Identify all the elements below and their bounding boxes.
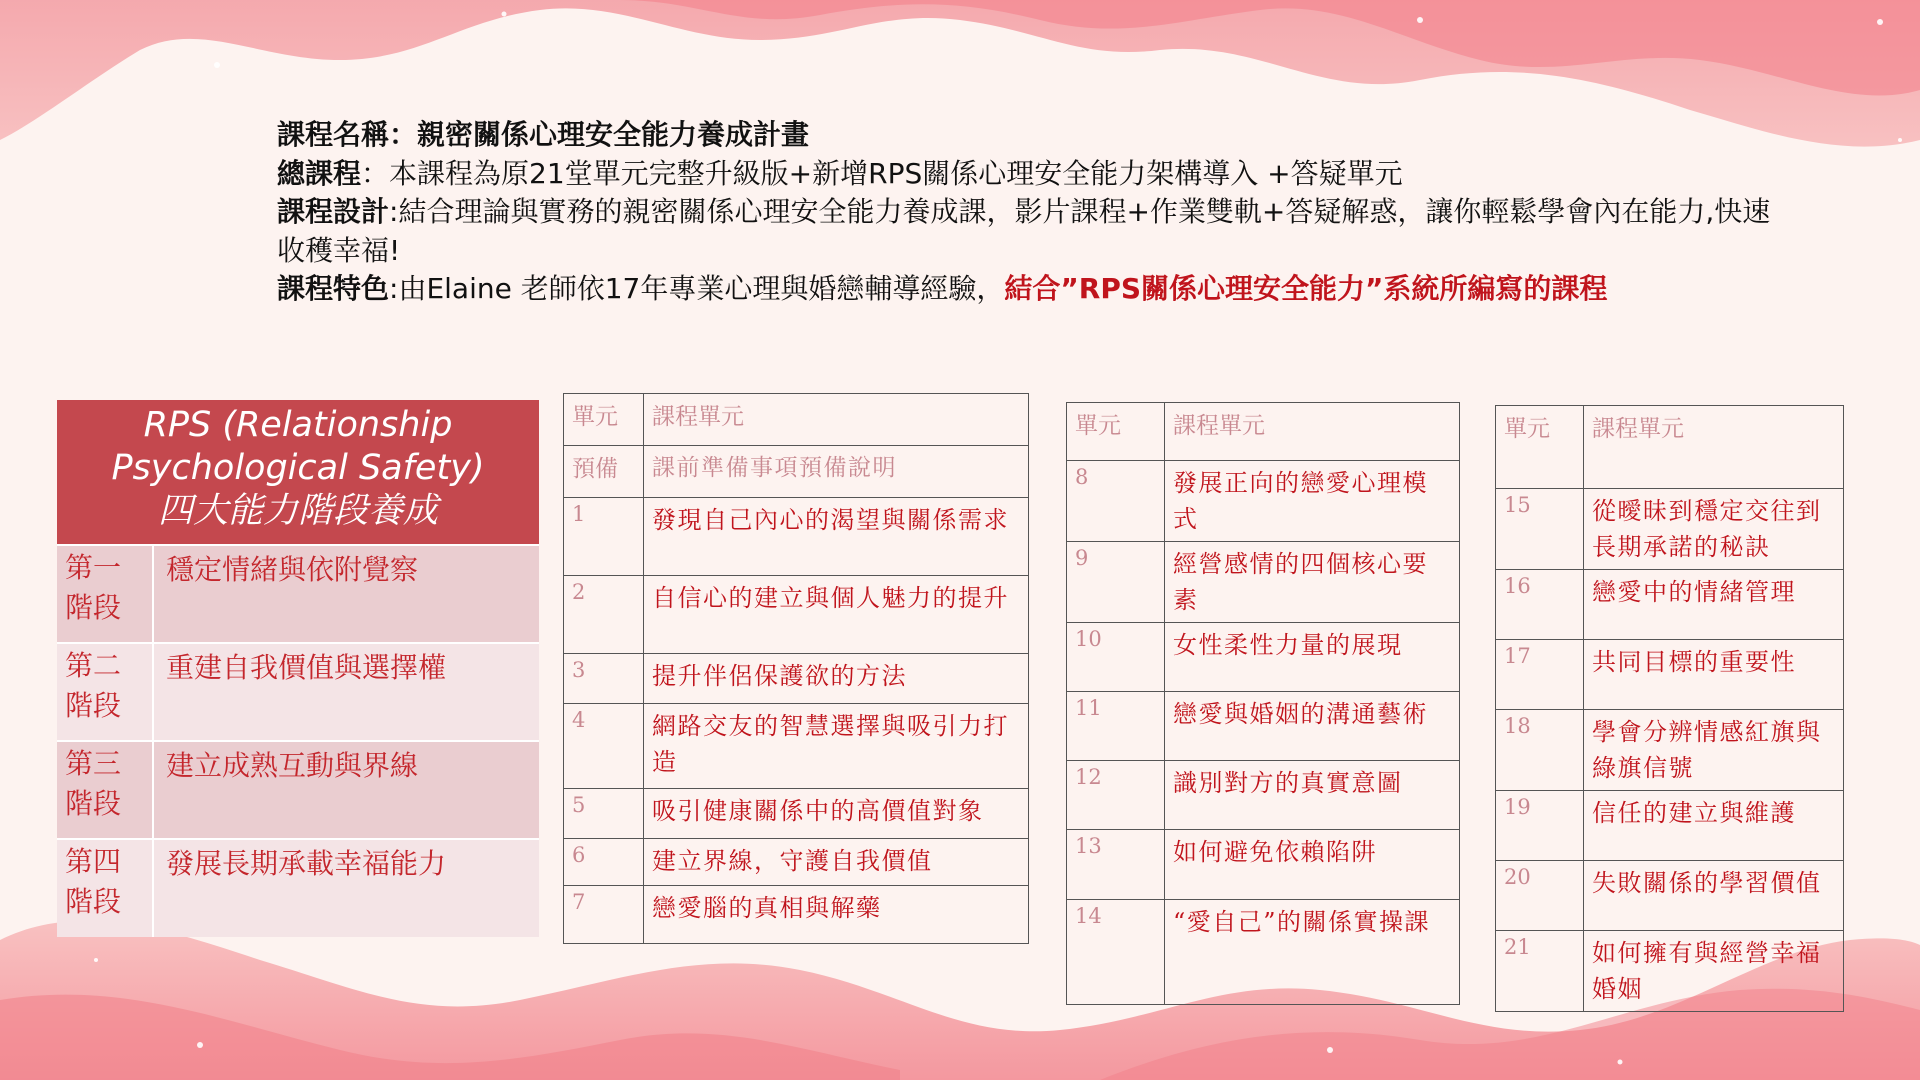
col-unit-header: 單元: [1496, 406, 1584, 489]
unit-title: 女性柔性力量的展現: [1165, 623, 1460, 692]
stage-row-1: [57, 545, 539, 643]
rps-stages-table: [57, 400, 539, 937]
table-header-row: [1496, 406, 1844, 489]
unit-number: 19: [1496, 791, 1584, 861]
table-row: [1496, 640, 1844, 710]
col-unit-header: 單元: [1067, 403, 1165, 461]
table-row: [1067, 900, 1460, 1005]
unit-number: 5: [564, 789, 644, 839]
unit-title: 戀愛中的情緒管理: [1584, 570, 1844, 640]
unit-number: 14: [1067, 900, 1165, 1005]
unit-number: 3: [564, 654, 644, 704]
stage-row-4: [57, 839, 539, 937]
unit-title: 信任的建立與維護: [1584, 791, 1844, 861]
course-feature-line: [277, 270, 1797, 309]
stage-row-3: [57, 741, 539, 839]
stage-row-2: [57, 643, 539, 741]
unit-number: 9: [1067, 542, 1165, 623]
table-row: [564, 446, 1029, 498]
unit-title: 戀愛腦的真相與解藥: [644, 886, 1029, 944]
unit-title: 吸引健康關係中的高價值對象: [644, 789, 1029, 839]
unit-number: 預備: [564, 446, 644, 498]
table-row: [1496, 710, 1844, 791]
unit-title: 如何擁有與經營幸福婚姻: [1584, 931, 1844, 1012]
course-design-value: :結合理論與實務的親密關係心理安全能力養成課，影片課程+作業雙軌+答疑解惑，讓你輕鬆學會內在能力,快速收穫幸福!: [277, 195, 1771, 267]
stage-desc: 穩定情緒與依附覺察: [153, 545, 539, 643]
table-row: [1496, 861, 1844, 931]
table-row: [1067, 461, 1460, 542]
unit-title: 戀愛與婚姻的溝通藝術: [1165, 692, 1460, 761]
unit-title: 學會分辨情感紅旗與綠旗信號: [1584, 710, 1844, 791]
unit-number: 21: [1496, 931, 1584, 1012]
total-course-label: 總課程: [277, 156, 362, 190]
unit-number: 8: [1067, 461, 1165, 542]
table-row: [1067, 830, 1460, 900]
table-row: [564, 789, 1029, 839]
table-row: [564, 839, 1029, 886]
unit-title: 發展正向的戀愛心理模式: [1165, 461, 1460, 542]
stage-name: 第三階段: [57, 741, 153, 839]
unit-title: 課前準備事項預備說明: [644, 446, 1029, 498]
unit-number: 20: [1496, 861, 1584, 931]
unit-title: 從曖昧到穩定交往到長期承諾的秘訣: [1584, 489, 1844, 570]
course-design-line: [277, 193, 1797, 270]
total-course-line: [277, 155, 1797, 194]
unit-title: “愛自己”的關係實操課: [1165, 900, 1460, 1005]
course-intro: [277, 116, 1797, 309]
unit-number: 13: [1067, 830, 1165, 900]
table-header-row: [564, 394, 1029, 446]
table-row: [564, 498, 1029, 576]
unit-title: 共同目標的重要性: [1584, 640, 1844, 710]
table-row: [1496, 570, 1844, 640]
units-table-3: [1495, 405, 1844, 1012]
stages-title-line1: RPS (Relationship: [143, 405, 453, 445]
unit-number: 10: [1067, 623, 1165, 692]
unit-title: 發現自己內心的渴望與關係需求: [644, 498, 1029, 576]
stages-title: [57, 400, 539, 545]
table-row: [564, 704, 1029, 789]
table-row: [564, 886, 1029, 944]
course-name-label: 課程名稱：: [277, 118, 418, 151]
stages-title-line2: Psychological Safety): [111, 448, 485, 488]
stage-desc: 發展長期承載幸福能力: [153, 839, 539, 937]
table-row: [1496, 931, 1844, 1012]
table-row: [1067, 761, 1460, 830]
table-row: [1067, 542, 1460, 623]
table-row: [564, 654, 1029, 704]
stage-name: 第二階段: [57, 643, 153, 741]
course-name-line: [277, 116, 1797, 155]
units-table-1: [563, 393, 1029, 944]
table-row: [1067, 692, 1460, 761]
unit-title: 自信心的建立與個人魅力的提升: [644, 576, 1029, 654]
table-row: [1067, 623, 1460, 692]
unit-title: 失敗關係的學習價值: [1584, 861, 1844, 931]
unit-title: 經營感情的四個核心要素: [1165, 542, 1460, 623]
col-unit-header: 單元: [564, 394, 644, 446]
unit-title: 提升伴侶保護欲的方法: [644, 654, 1029, 704]
unit-number: 6: [564, 839, 644, 886]
unit-number: 15: [1496, 489, 1584, 570]
unit-number: 4: [564, 704, 644, 789]
unit-number: 11: [1067, 692, 1165, 761]
total-course-value: ：本課程為原21堂單元完整升級版+新增RPS關係心理安全能力架構導入 +答疑單元: [361, 156, 1403, 190]
unit-number: 12: [1067, 761, 1165, 830]
unit-title: 建立界線，守護自我價值: [644, 839, 1029, 886]
stages-title-line3: 四大能力階段養成: [157, 491, 438, 531]
course-design-label: 課程設計: [277, 195, 390, 228]
unit-number: 16: [1496, 570, 1584, 640]
unit-title: 如何避免依賴陷阱: [1165, 830, 1460, 900]
course-feature-label: 課程特色: [277, 272, 390, 305]
unit-number: 17: [1496, 640, 1584, 710]
table-row: [1496, 791, 1844, 861]
col-course-header: 課程單元: [644, 394, 1029, 446]
stage-name: 第一階段: [57, 545, 153, 643]
stage-name: 第四階段: [57, 839, 153, 937]
unit-number: 7: [564, 886, 644, 944]
course-feature-value: :由Elaine 老師依17年專業心理與婚戀輔導經驗，: [389, 272, 1005, 305]
stage-desc: 建立成熟互動與界線: [153, 741, 539, 839]
stage-desc: 重建自我價值與選擇權: [153, 643, 539, 741]
table-row: [1496, 489, 1844, 570]
col-course-header: 課程單元: [1584, 406, 1844, 489]
unit-number: 18: [1496, 710, 1584, 791]
unit-number: 2: [564, 576, 644, 654]
unit-title: 網路交友的智慧選擇與吸引力打造: [644, 704, 1029, 789]
table-header-row: [1067, 403, 1460, 461]
course-feature-highlight: 結合”RPS關係心理安全能力”系統所編寫的課程: [1004, 272, 1608, 305]
table-row: [564, 576, 1029, 654]
units-table-2: [1066, 402, 1460, 1005]
unit-title: 識別對方的真實意圖: [1165, 761, 1460, 830]
course-name-value: 親密關係心理安全能力養成計畫: [417, 118, 810, 151]
col-course-header: 課程單元: [1165, 403, 1460, 461]
unit-number: 1: [564, 498, 644, 576]
